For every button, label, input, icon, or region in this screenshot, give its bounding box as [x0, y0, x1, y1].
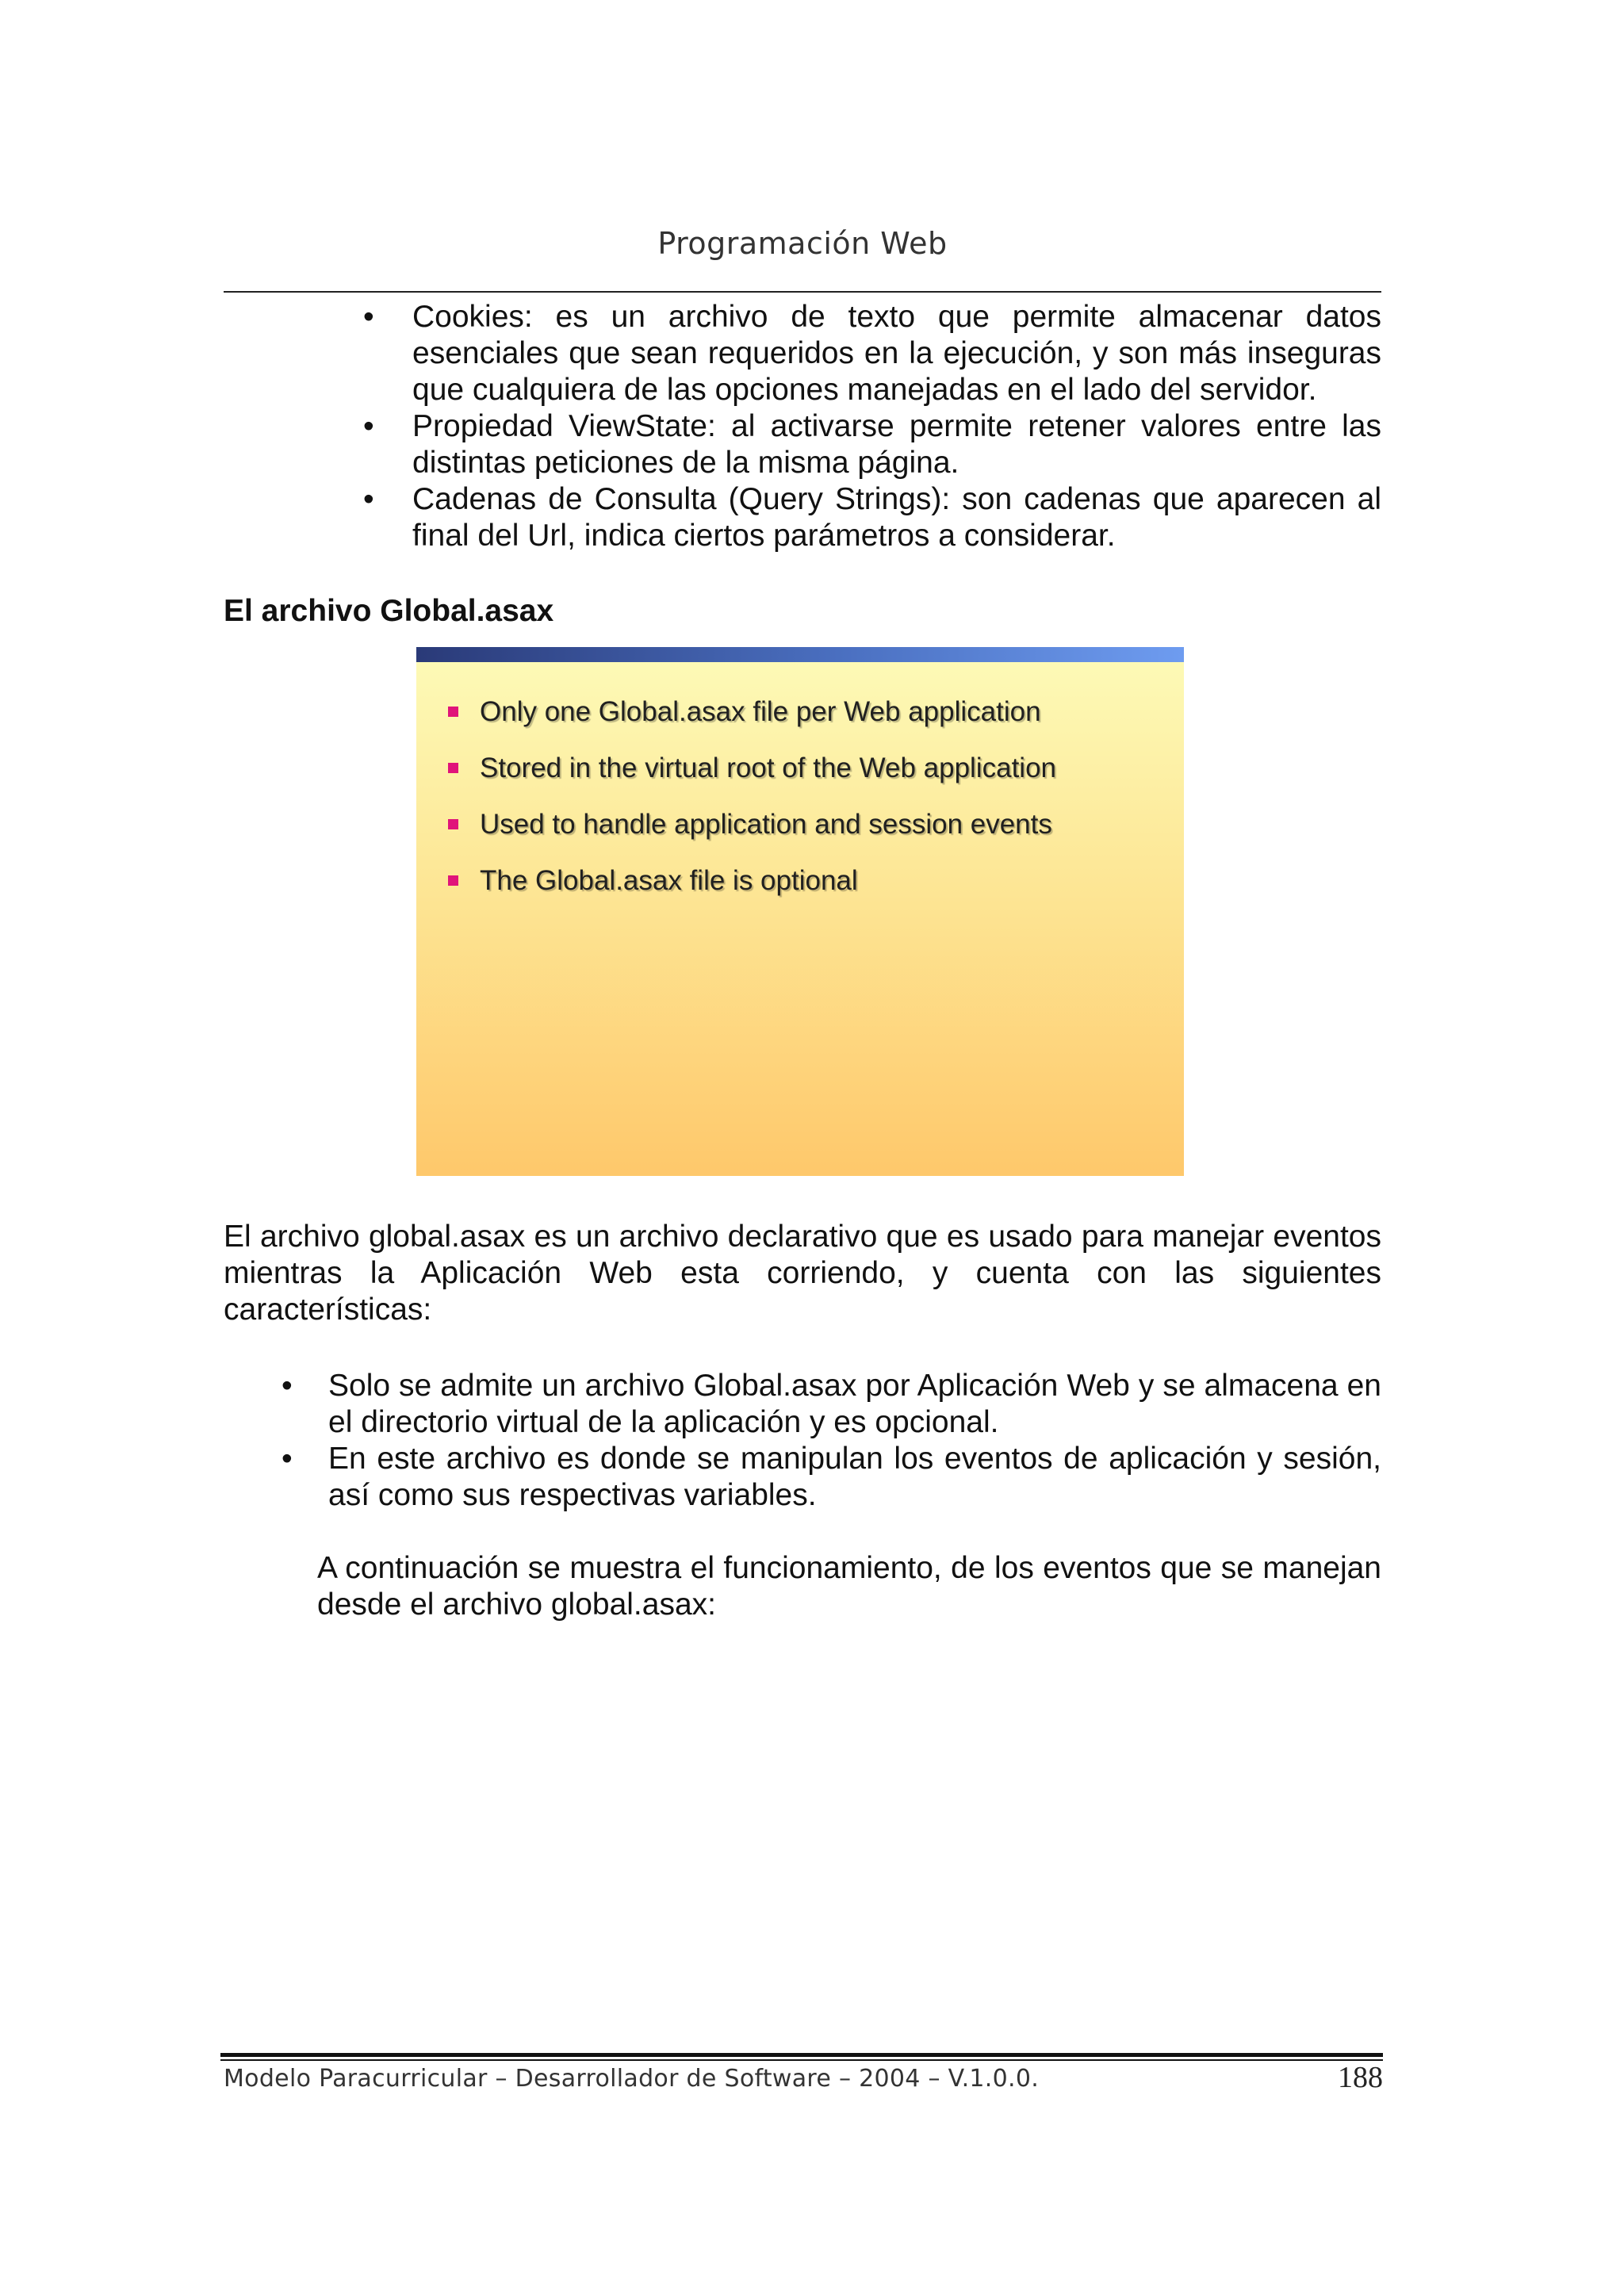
- footer-text: Modelo Paracurricular – Desarrollador de Software – 2004 – V.1.0.0.: [224, 2065, 1040, 2093]
- list-item: [363, 299, 1381, 408]
- footer-divider-thick: [220, 2053, 1383, 2057]
- list-item-text: Propiedad ViewState: al activarse permite retener valores entre las distintas peticiones de la misma página.: [412, 409, 1381, 480]
- footer-divider-thin: [220, 2059, 1383, 2061]
- intro-paragraph: El archivo global.asax es un archivo declarativo que es usado para manejar eventos mientras la Aplicación Web esta corriendo, y cuenta con las siguientes características:: [224, 1220, 1381, 1327]
- slide-title-bar: [416, 647, 1184, 662]
- slide-bullet-list: [448, 696, 1056, 921]
- bullet-icon: •: [363, 300, 374, 334]
- list-item-text: Solo se admite un archivo Global.asax por Aplicación Web y se almacena en el directorio virtual de la aplicación y es opcional.: [328, 1369, 1381, 1439]
- bullet-icon: •: [363, 409, 374, 443]
- list-item: [278, 1368, 1381, 1441]
- list-item: [278, 1441, 1381, 1514]
- slide-bullet-item: [448, 865, 1056, 921]
- continuation-paragraph: A continuación se muestra el funcionamiento, de los eventos que se manejan desde el archivo global.asax:: [317, 1551, 1381, 1622]
- slide-bullet-text: The Global.asax file is optional: [480, 865, 858, 896]
- slide-bullet-text: Only one Global.asax file per Web application: [480, 696, 1041, 727]
- square-bullet-icon: [448, 875, 458, 886]
- list-item: [363, 481, 1381, 554]
- list-item-text: Cadenas de Consulta (Query Strings): son cadenas que aparecen al final del Url, indica ciertos parámetros a considerar.: [412, 482, 1381, 553]
- slide-image: [416, 647, 1184, 1176]
- features-bullet-list: [278, 1368, 1381, 1514]
- square-bullet-icon: [448, 763, 458, 773]
- bullet-icon: •: [363, 482, 374, 516]
- square-bullet-icon: [448, 707, 458, 717]
- bullet-icon: •: [282, 1442, 293, 1476]
- page-header-title: Programación Web: [657, 226, 948, 261]
- list-item-text: En este archivo es donde se manipulan los eventos de aplicación y sesión, así como sus respectivas variables.: [328, 1442, 1381, 1512]
- square-bullet-icon: [448, 819, 458, 829]
- bullet-icon: •: [282, 1369, 293, 1403]
- slide-bullet-text: Stored in the virtual root of the Web application: [480, 753, 1057, 783]
- list-item-text: Cookies: es un archivo de texto que permite almacenar datos esenciales que sean requeridos en la ejecución, y son más inseguras que cualquiera de las opciones manejadas en el lado del servidor.: [412, 300, 1381, 407]
- header-divider: [224, 291, 1381, 293]
- slide-bullet-item: [448, 696, 1056, 753]
- section-heading: El archivo Global.asax: [224, 594, 554, 628]
- slide-bullet-item: [448, 753, 1056, 809]
- top-bullet-list: [363, 299, 1381, 554]
- page-number: 188: [1338, 2061, 1383, 2094]
- slide-bullet-text: Used to handle application and session events: [480, 809, 1052, 840]
- list-item: [363, 408, 1381, 481]
- slide-bullet-item: [448, 809, 1056, 865]
